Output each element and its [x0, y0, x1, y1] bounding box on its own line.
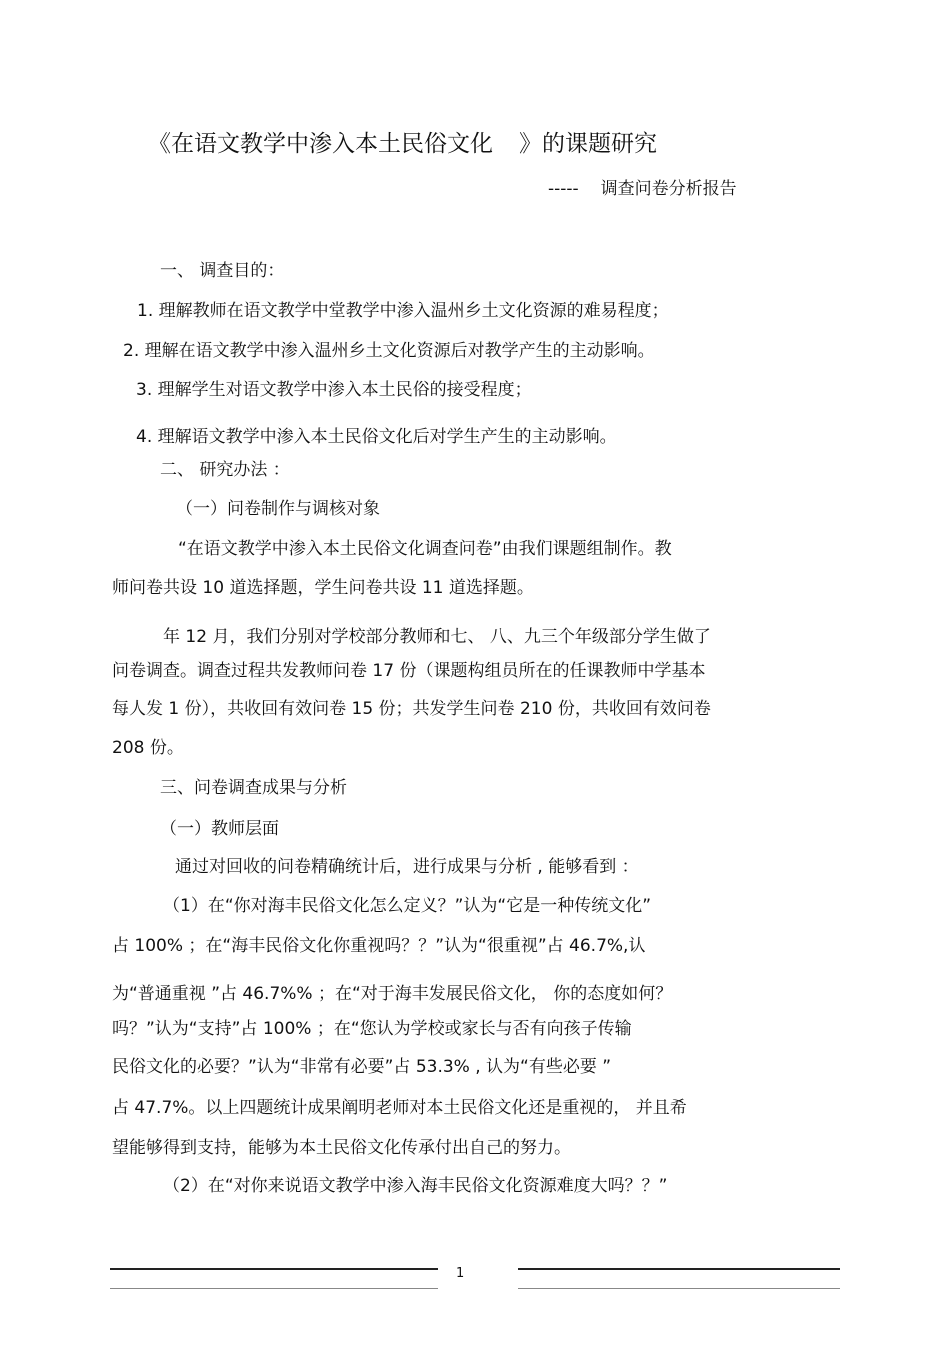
section-heading: 一、 调查目的： — [160, 261, 285, 281]
paragraph-line: 师问卷共设 10 道选择题，学生问卷共设 11 道选择题。 — [112, 578, 534, 598]
paragraph-line: “在语文教学中渗入本土民俗文化调查问卷”由我们课题组制作。教 — [178, 539, 672, 559]
paragraph-line: 占 47.7%。以上四题统计成果阐明老师对本土民俗文化还是重视的， 并且希 — [112, 1098, 687, 1118]
paragraph-line: （2）在“对你来说语文教学中渗入海丰民俗文化资源难度大吗？？” — [163, 1176, 668, 1196]
title-right: 》的课题研究 — [519, 131, 657, 157]
paragraph-line: 吗？”认为“支持”占 100% ；在“您认为学校或家长与否有向孩子传输 — [112, 1019, 632, 1039]
section-heading: 二、 研究办法 ： — [160, 460, 290, 480]
section-heading: 三、问卷调查成果与分析 — [160, 778, 347, 798]
paragraph-line: 问卷调查。调查过程共发教师问卷 17 份（课题构组员所在的任课教师中学基本 — [112, 661, 706, 681]
document-subtitle — [548, 174, 737, 199]
subsection-heading: （一）教师层面 — [160, 819, 279, 839]
subtitle-text: 调查问卷分析报告 — [600, 179, 737, 199]
title-left: 《在语文教学中渗入本土民俗文化 — [148, 131, 493, 157]
footer-rule-right — [518, 1268, 840, 1270]
paragraph-line: 208 份。 — [112, 738, 184, 758]
footer-rule-left-thin — [110, 1288, 438, 1289]
page-number: 1 — [456, 1266, 465, 1281]
paragraph-line: 望能够得到支持，能够为本土民俗文化传承付出自己的努力。 — [112, 1138, 571, 1158]
paragraph-line: （1）在“你对海丰民俗文化怎么定义？”认为“它是一种传统文化” — [163, 896, 652, 916]
paragraph-line: 2. 理解在语文教学中渗入温州乡土文化资源后对教学产生的主动影响。 — [123, 341, 655, 361]
paragraph-line: 4. 理解语文教学中渗入本土民俗文化后对学生产生的主动影响。 — [136, 427, 617, 447]
subsection-heading: （一）问卷制作与调核对象 — [176, 499, 380, 519]
paragraph-line: 为“普通重视 ”占 46.7%% ；在“对于海丰发展民俗文化， 你的态度如何？ — [112, 984, 673, 1004]
paragraph-line: 年 12 月，我们分别对学校部分教师和七、 八、九三个年级部分学生做了 — [163, 627, 711, 647]
paragraph-line: 3. 理解学生对语文教学中渗入本土民俗的接受程度； — [136, 380, 532, 400]
paragraph-line: 1. 理解教师在语文教学中堂教学中渗入温州乡土文化资源的难易程度； — [137, 301, 669, 321]
paragraph-line: 每人发 1 份），共收回有效问卷 15 份；共发学生问卷 210 份，共收回有效问卷 — [112, 699, 711, 719]
document-title — [148, 125, 657, 158]
paragraph-line: 通过对回收的问卷精确统计后，进行成果与分析 , 能够看到 ： — [175, 857, 639, 877]
paragraph-line: 民俗文化的必要？”认为“非常有必要”占 53.3% , 认为“有些必要 ” — [112, 1057, 612, 1077]
footer-rule-left — [110, 1268, 438, 1270]
subtitle-dash: ----- — [548, 179, 579, 199]
footer-rule-right-thin — [518, 1288, 840, 1289]
paragraph-line: 占 100% ；在“海丰民俗文化你重视吗？？”认为“很重视”占 46.7%,认 — [112, 936, 646, 956]
